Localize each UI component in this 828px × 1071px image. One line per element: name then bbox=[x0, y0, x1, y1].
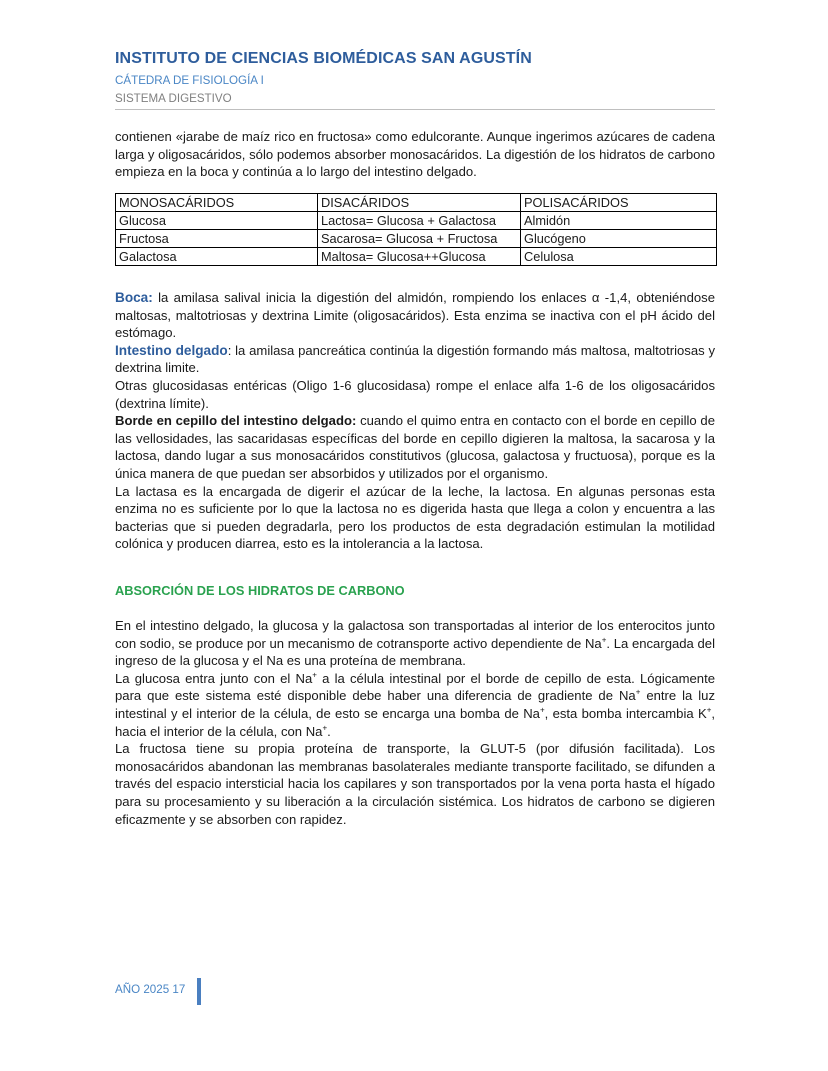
carbohydrate-table bbox=[115, 193, 717, 266]
superscript-plus: + bbox=[706, 705, 712, 715]
table-cell: Maltosa= Glucosa++Glucosa bbox=[318, 248, 521, 266]
absorption-text: En el intestino delgado, la glucosa y la galactosa son transportadas al interior de los enterocitos junto con sodio, se produce por un mecanismo de cotransporte activo dependiente de Na bbox=[115, 618, 715, 651]
intestino-label: Intestino delgado bbox=[115, 342, 228, 358]
borde-label: Borde en cepillo del intestino delgado: bbox=[115, 413, 357, 429]
intro-text: contienen «jarabe de maíz rico en fructosa» como edulcorante. Aunque ingerimos azúcares de cadena larga y oligosacáridos, sólo podemos absorber monosacáridos. La digestión de los hidratos de carbono empieza en la boca y continúa a lo largo del intestino delgado. bbox=[115, 129, 715, 180]
table-header-row bbox=[116, 194, 717, 212]
digestion-section bbox=[115, 289, 715, 553]
table-row bbox=[116, 248, 717, 266]
footer-accent-bar bbox=[197, 978, 201, 1005]
absorption-text: . La encargada del ingreso de la glucosa y el Na es una proteína de membrana. bbox=[115, 635, 715, 669]
otras-paragraph: Otras glucosidasas entéricas (Oligo 1-6 glucosidasa) rompe el enlace alfa 1-6 de los oligosacáridos (dextrina límite). bbox=[115, 377, 715, 411]
intro-paragraph bbox=[115, 128, 715, 181]
chair-subtitle: CÁTEDRA DE FISIOLOGÍA I bbox=[115, 74, 264, 87]
absorption-paragraph-1 bbox=[115, 617, 715, 670]
table-cell: Glucógeno bbox=[521, 230, 717, 248]
intestino-paragraph bbox=[115, 342, 715, 377]
table-cell: Glucosa bbox=[116, 212, 318, 230]
absorption-text: a la célula intestinal por el borde de cepillo de esta. Lógicamente para que este sistema esté disponible debe haber una diferencia de gradiente de Na bbox=[115, 670, 715, 704]
page-footer bbox=[115, 983, 185, 996]
institute-title: INSTITUTO DE CIENCIAS BIOMÉDICAS SAN AGUSTÍN bbox=[115, 50, 532, 67]
intestino-text: : la amilasa pancreática continúa la digestión formando más maltosa, maltotriosas y dextrina limite. bbox=[115, 342, 715, 376]
table-header-cell: MONOSACÁRIDOS bbox=[116, 194, 318, 212]
borde-text: cuando el quimo entra en contacto con el borde en cepillo de las vellosidades, las sacaridasas específicas del borde en cepillo digieren la maltosa, la sacarosa y la lactosa, dando lugar a sus monosacáridos constitutivos (glucosa, galactosa y fructuosa), porque es la única manera de que puedan ser absorbidos y utilizados por el organismo. bbox=[115, 413, 715, 481]
section-name: SISTEMA DIGESTIVO bbox=[115, 92, 232, 105]
table-row bbox=[116, 230, 717, 248]
absorption-text: , esta bomba intercambia K bbox=[544, 705, 707, 721]
table-cell: Galactosa bbox=[116, 248, 318, 266]
absorption-text: La glucosa entra junto con el Na bbox=[115, 670, 313, 686]
absorption-text: . bbox=[327, 723, 331, 739]
superscript-plus: + bbox=[322, 723, 328, 733]
boca-text: la amilasa salival inicia la digestión del almidón, rompiendo los enlaces α -1,4, obteniéndose maltosas, maltotriosas y dextrina Limite (oligosacáridos). Esta enzima se inactiva con el pH ácido del estómago. bbox=[115, 290, 715, 341]
table-header-cell: POLISACÁRIDOS bbox=[521, 194, 717, 212]
absorption-paragraph-2 bbox=[115, 670, 715, 740]
absorption-title: ABSORCIÓN DE LOS HIDRATOS DE CARBONO bbox=[115, 583, 405, 598]
absorption-text: entre la luz intestinal y el interior de la célula, de esto se encarga una bomba de Na bbox=[115, 688, 715, 721]
superscript-plus: + bbox=[601, 635, 607, 645]
page-number: 17 bbox=[172, 983, 186, 996]
header-divider bbox=[115, 109, 715, 110]
table-cell: Sacarosa= Glucosa + Fructosa bbox=[318, 230, 521, 248]
table-cell: Almidón bbox=[521, 212, 717, 230]
absorption-paragraph-3: La fructosa tiene su propia proteína de transporte, la GLUT-5 (por difusión facilitada). Los monosacáridos abandonan las membranas basolaterales mediante transporte facilitado, se difunden a través del espacio intersticial hacia los capilares y son transportados por la vena porta hasta el hígado para su procesamiento y su liberación a la circulación sistémica. Los hidratos de carbono se digieren eficazmente y se absorben con rapidez. bbox=[115, 741, 715, 827]
absorption-section bbox=[115, 617, 715, 828]
table-cell: Celulosa bbox=[521, 248, 717, 266]
borde-paragraph bbox=[115, 412, 715, 482]
table-header-cell: DISACÁRIDOS bbox=[318, 194, 521, 212]
table-cell: Lactosa= Glucosa + Galactosa bbox=[318, 212, 521, 230]
superscript-plus: + bbox=[312, 670, 317, 680]
superscript-plus: + bbox=[635, 688, 641, 698]
footer-year: AÑO 2025 bbox=[115, 983, 170, 996]
lactasa-paragraph: La lactasa es la encargada de digerir el azúcar de la leche, la lactosa. En algunas personas esta enzima no es suficiente por lo que la lactosa no es digerida hasta que llega a colon y encuentra a las bacterias que si pueden degradarla, pero los productos de esta degradación estimulan la motilidad colónica y producen diarrea, esto es la intolerancia a la lactosa. bbox=[115, 483, 715, 552]
boca-paragraph bbox=[115, 289, 715, 342]
table-row bbox=[116, 212, 717, 230]
table-cell: Fructosa bbox=[116, 230, 318, 248]
boca-label: Boca: bbox=[115, 290, 153, 305]
superscript-plus: + bbox=[539, 705, 545, 715]
absorption-text: , hacia el interior de la célula, con Na bbox=[115, 705, 715, 739]
